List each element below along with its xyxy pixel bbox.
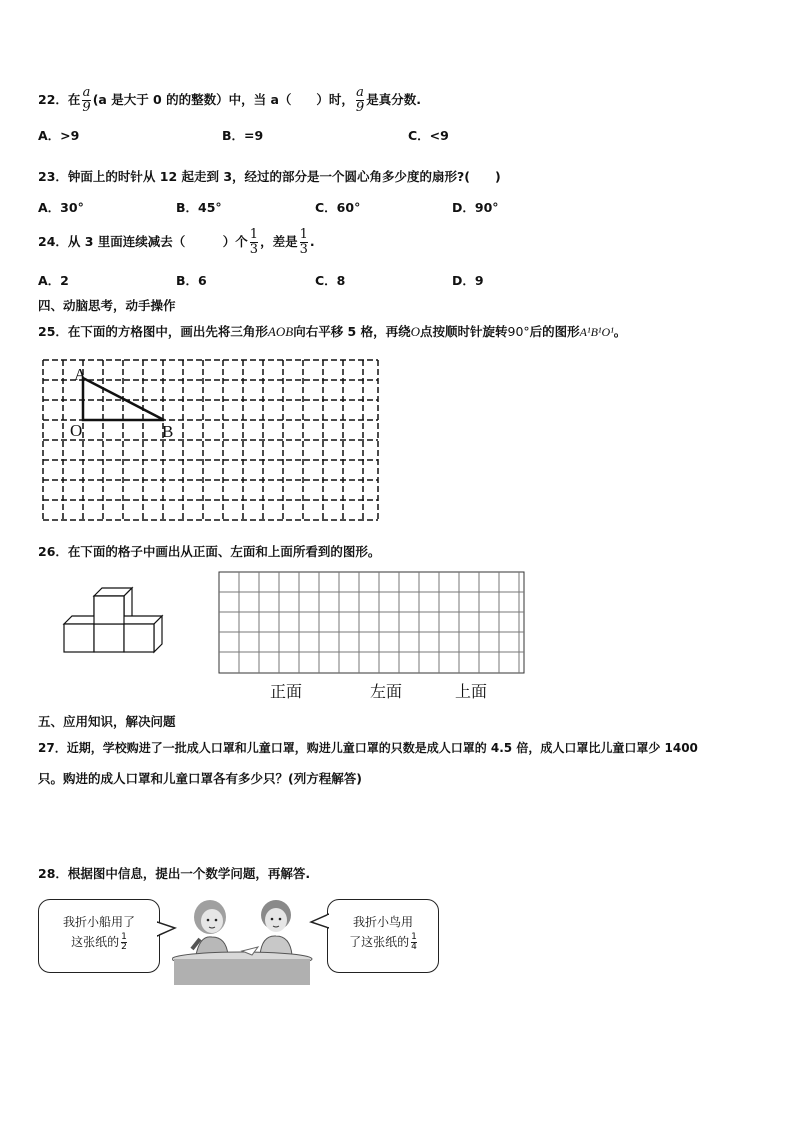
q24-option-d: D．9 bbox=[452, 273, 484, 288]
q22-stem: 22．在 $\frac{a}{9}$ (a 是大于 0 的的整数）中，当 a（ ）时， $\frac{a}{9}$ 是真分数. bbox=[38, 85, 421, 115]
triangle-aob bbox=[83, 378, 164, 420]
section-4-heading: 四、动脑思考，动手操作 bbox=[38, 298, 176, 313]
q27-line-1: 27．近期，学校购进了一批成人口罩和儿童口罩，购进儿童口罩的只数是成人口罩的 4.5 倍，成人口罩比儿童口罩少 1400 bbox=[38, 741, 698, 755]
q26-stem: 26．在下面的格子中画出从正面、左面和上面所看到的图形。 bbox=[38, 544, 381, 559]
q23-option-a: A．30° bbox=[38, 200, 84, 215]
right-speech-bubble: 我折小鸟用 了这张纸的 $\frac{1}{4}$ bbox=[327, 899, 439, 973]
view-label-left: 左面 bbox=[370, 682, 403, 701]
q23-option-c: C．60° bbox=[315, 200, 361, 215]
section-5-heading: 五、应用知识，解决问题 bbox=[38, 714, 176, 729]
q24-stem: 24．从 3 里面连续减去（ ）个 $\frac{1}{3}$ ，差是 $\frac{1}{3}$ . bbox=[38, 227, 315, 257]
view-label-front: 正面 bbox=[270, 682, 303, 701]
q24-option-c: C．8 bbox=[315, 273, 346, 288]
q27-line-2: 只。购进的成人口罩和儿童口罩各有多少只？(列方程解答) bbox=[38, 771, 362, 786]
q23-option-d: D．90° bbox=[452, 200, 499, 215]
view-label-top: 上面 bbox=[455, 682, 488, 701]
cube-figure bbox=[62, 586, 168, 656]
children-illustration bbox=[172, 895, 318, 985]
label-b: B bbox=[162, 422, 174, 441]
left-speech-bubble: 我折小船用了 这张纸的 $\frac{1}{2}$ bbox=[38, 899, 160, 973]
q23-stem: 23．钟面上的时针从 12 起走到 3，经过的部分是一个圆心角多少度的扇形?( ) bbox=[38, 169, 501, 184]
q24-option-a: A．2 bbox=[38, 273, 69, 288]
q24-option-b: B．6 bbox=[176, 273, 207, 288]
q23-option-b: B．45° bbox=[176, 200, 222, 215]
label-a: A bbox=[74, 365, 87, 384]
boy-figure-icon bbox=[260, 900, 292, 955]
q22-option-b: B．=9 bbox=[222, 128, 264, 143]
q25-grid bbox=[40, 356, 382, 524]
q22-option-a: A．>9 bbox=[38, 128, 80, 143]
q26-answer-grid bbox=[218, 571, 526, 675]
q28-stem: 28．根据图中信息，提出一个数学问题，再解答. bbox=[38, 866, 311, 881]
q25-stem: 25．在下面的方格图中，画出先将三角形AOB向右平移 5 格，再绕O点按顺时针旋转90°后的图形A¹B¹O¹。 bbox=[38, 324, 627, 339]
q22-option-c: C．<9 bbox=[408, 128, 449, 143]
girl-figure-icon bbox=[192, 900, 228, 955]
label-o: O bbox=[70, 421, 83, 440]
